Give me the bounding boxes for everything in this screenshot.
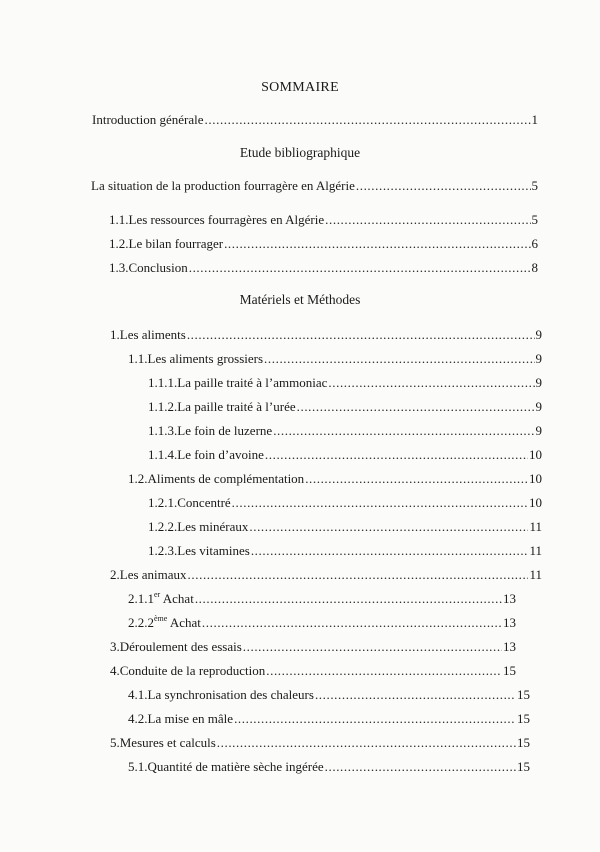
toc-label: Le bilan fourrager	[128, 236, 224, 251]
toc-page: 8	[531, 260, 538, 275]
toc-label: La situation de la production fourragère en Algérie	[91, 178, 355, 193]
toc-label: Conduite de la reproduction	[119, 663, 266, 678]
ordinal-number: 1	[147, 591, 154, 606]
toc-entry	[110, 663, 516, 679]
toc-leader	[297, 399, 535, 415]
toc-entry-introduction	[92, 112, 538, 128]
toc-leader	[325, 212, 530, 228]
toc-entry	[110, 639, 516, 655]
toc-number: 2.1.	[128, 591, 148, 606]
toc-leader	[202, 615, 502, 631]
toc-label: Les ressources fourragères en Algérie	[128, 212, 325, 227]
toc-page: 9	[535, 399, 542, 414]
toc-entry	[148, 543, 542, 559]
toc-page: 15	[517, 687, 530, 702]
toc-number: 1.1.3.	[148, 423, 178, 438]
toc-entry	[128, 759, 530, 775]
toc-number: 1.1.1.	[148, 375, 178, 390]
toc-leader	[251, 543, 529, 559]
toc-leader	[264, 351, 534, 367]
toc-entry	[110, 735, 530, 751]
toc-number: 1.1.2.	[148, 399, 178, 414]
toc-page: 9	[535, 351, 542, 366]
toc-entry	[128, 711, 530, 727]
toc-page: 15	[517, 759, 530, 774]
toc-entry	[110, 327, 542, 343]
toc-number: 1.2.1.	[148, 495, 178, 510]
toc-page: 1	[531, 112, 538, 127]
toc-entry	[128, 351, 542, 367]
toc-leader	[189, 260, 531, 276]
toc-entry	[128, 615, 516, 631]
toc-label: Le foin de luzerne	[177, 423, 273, 438]
toc-leader	[224, 236, 530, 252]
toc-label: Quantité de matière sèche ingérée	[147, 759, 324, 774]
toc-number: 1.1.	[128, 351, 148, 366]
toc-label-text: Achat	[169, 615, 201, 630]
toc-page: 13	[503, 639, 516, 654]
toc-leader	[234, 711, 516, 727]
toc-page: 11	[529, 543, 542, 558]
toc-entry	[148, 399, 542, 415]
toc-label	[148, 615, 201, 631]
toc-label: Les minéraux	[177, 519, 249, 534]
toc-page: 15	[517, 735, 530, 750]
toc-label	[148, 591, 194, 607]
toc-label: Introduction générale	[92, 112, 204, 127]
toc-entry	[128, 471, 542, 487]
toc-number: 1.2.3.	[148, 543, 178, 558]
toc-page: 11	[529, 519, 542, 534]
toc-label-text: Achat	[162, 591, 194, 606]
toc-leader	[187, 327, 535, 343]
toc-entry	[148, 519, 542, 535]
toc-number: 1.2.2.	[148, 519, 178, 534]
toc-page: 9	[535, 327, 542, 342]
toc-leader	[273, 423, 534, 439]
toc-label: La synchronisation des chaleurs	[147, 687, 314, 702]
toc-entry	[148, 495, 542, 511]
toc-number: 2.2.	[128, 615, 148, 630]
toc-number: 4.2.	[128, 711, 148, 726]
toc-leader	[217, 735, 516, 751]
toc-page: 11	[529, 567, 542, 582]
section-heading-methods: Matériels et Méthodes	[239, 292, 361, 307]
toc-leader	[356, 178, 531, 194]
toc-number: 1.2.	[128, 471, 148, 486]
toc-entry	[109, 236, 538, 252]
toc-entry	[91, 178, 538, 194]
ordinal-suffix: ème	[154, 615, 168, 623]
toc-entry	[109, 260, 538, 276]
toc-label: Les vitamines	[177, 543, 250, 558]
toc-label: Mesures et calculs	[119, 735, 216, 750]
toc-label: Les aliments	[119, 327, 186, 342]
toc-leader	[325, 759, 516, 775]
toc-leader	[249, 519, 528, 535]
toc-entry	[148, 447, 542, 463]
toc-label: Aliments de complémentation	[147, 471, 305, 486]
toc-number: 5.	[110, 735, 120, 750]
toc-number: 1.3.	[109, 260, 129, 275]
toc-page: 9	[535, 423, 542, 438]
toc-number: 4.	[110, 663, 120, 678]
toc-label: Les aliments grossiers	[147, 351, 264, 366]
toc-leader	[243, 639, 502, 655]
toc-label: La mise en mâle	[147, 711, 234, 726]
toc-leader	[265, 447, 528, 463]
toc-page: 10	[529, 471, 542, 486]
toc-leader	[232, 495, 528, 511]
toc-page: 13	[503, 591, 516, 606]
toc-number: 1.2.	[109, 236, 129, 251]
toc-page: 5	[531, 178, 538, 193]
toc-leader	[188, 567, 529, 583]
toc-leader	[328, 375, 534, 391]
toc-page: 9	[535, 375, 542, 390]
toc-leader	[205, 112, 531, 128]
toc-entry	[148, 375, 542, 391]
ordinal-suffix: er	[154, 591, 161, 599]
toc-leader	[305, 471, 528, 487]
toc-label: Concentré	[177, 495, 231, 510]
toc-label: Le foin d’avoine	[177, 447, 264, 462]
toc-number: 3.	[110, 639, 120, 654]
toc-label: La paille traité à l’urée	[177, 399, 296, 414]
toc-label: Les animaux	[119, 567, 187, 582]
toc-page: 5	[531, 212, 538, 227]
toc-entry	[128, 687, 530, 703]
section-heading-biblio: Etude bibliographique	[239, 145, 361, 160]
toc-leader	[315, 687, 516, 703]
toc-number: 5.1.	[128, 759, 148, 774]
toc-entry	[148, 423, 542, 439]
toc-number: 2.	[110, 567, 120, 582]
ordinal-number: 2	[147, 615, 154, 630]
toc-page: 6	[531, 236, 538, 251]
toc-page: 15	[503, 663, 516, 678]
toc-entry	[109, 212, 538, 228]
toc-page: 10	[529, 447, 542, 462]
toc-page: 13	[503, 615, 516, 630]
toc-entry	[110, 567, 542, 583]
toc-page: 15	[517, 711, 530, 726]
toc-leader	[266, 663, 502, 679]
toc-label: Déroulement des essais	[119, 639, 242, 654]
toc-number: 1.1.	[109, 212, 129, 227]
toc-number: 1.	[110, 327, 120, 342]
toc-page: 10	[529, 495, 542, 510]
toc-number: 4.1.	[128, 687, 148, 702]
page-title: SOMMAIRE	[261, 80, 339, 95]
toc-label: La paille traité à l’ammoniac	[177, 375, 328, 390]
toc-leader	[195, 591, 502, 607]
toc-label: Conclusion	[128, 260, 188, 275]
toc-entry	[128, 591, 516, 607]
toc-number: 1.1.4.	[148, 447, 178, 462]
